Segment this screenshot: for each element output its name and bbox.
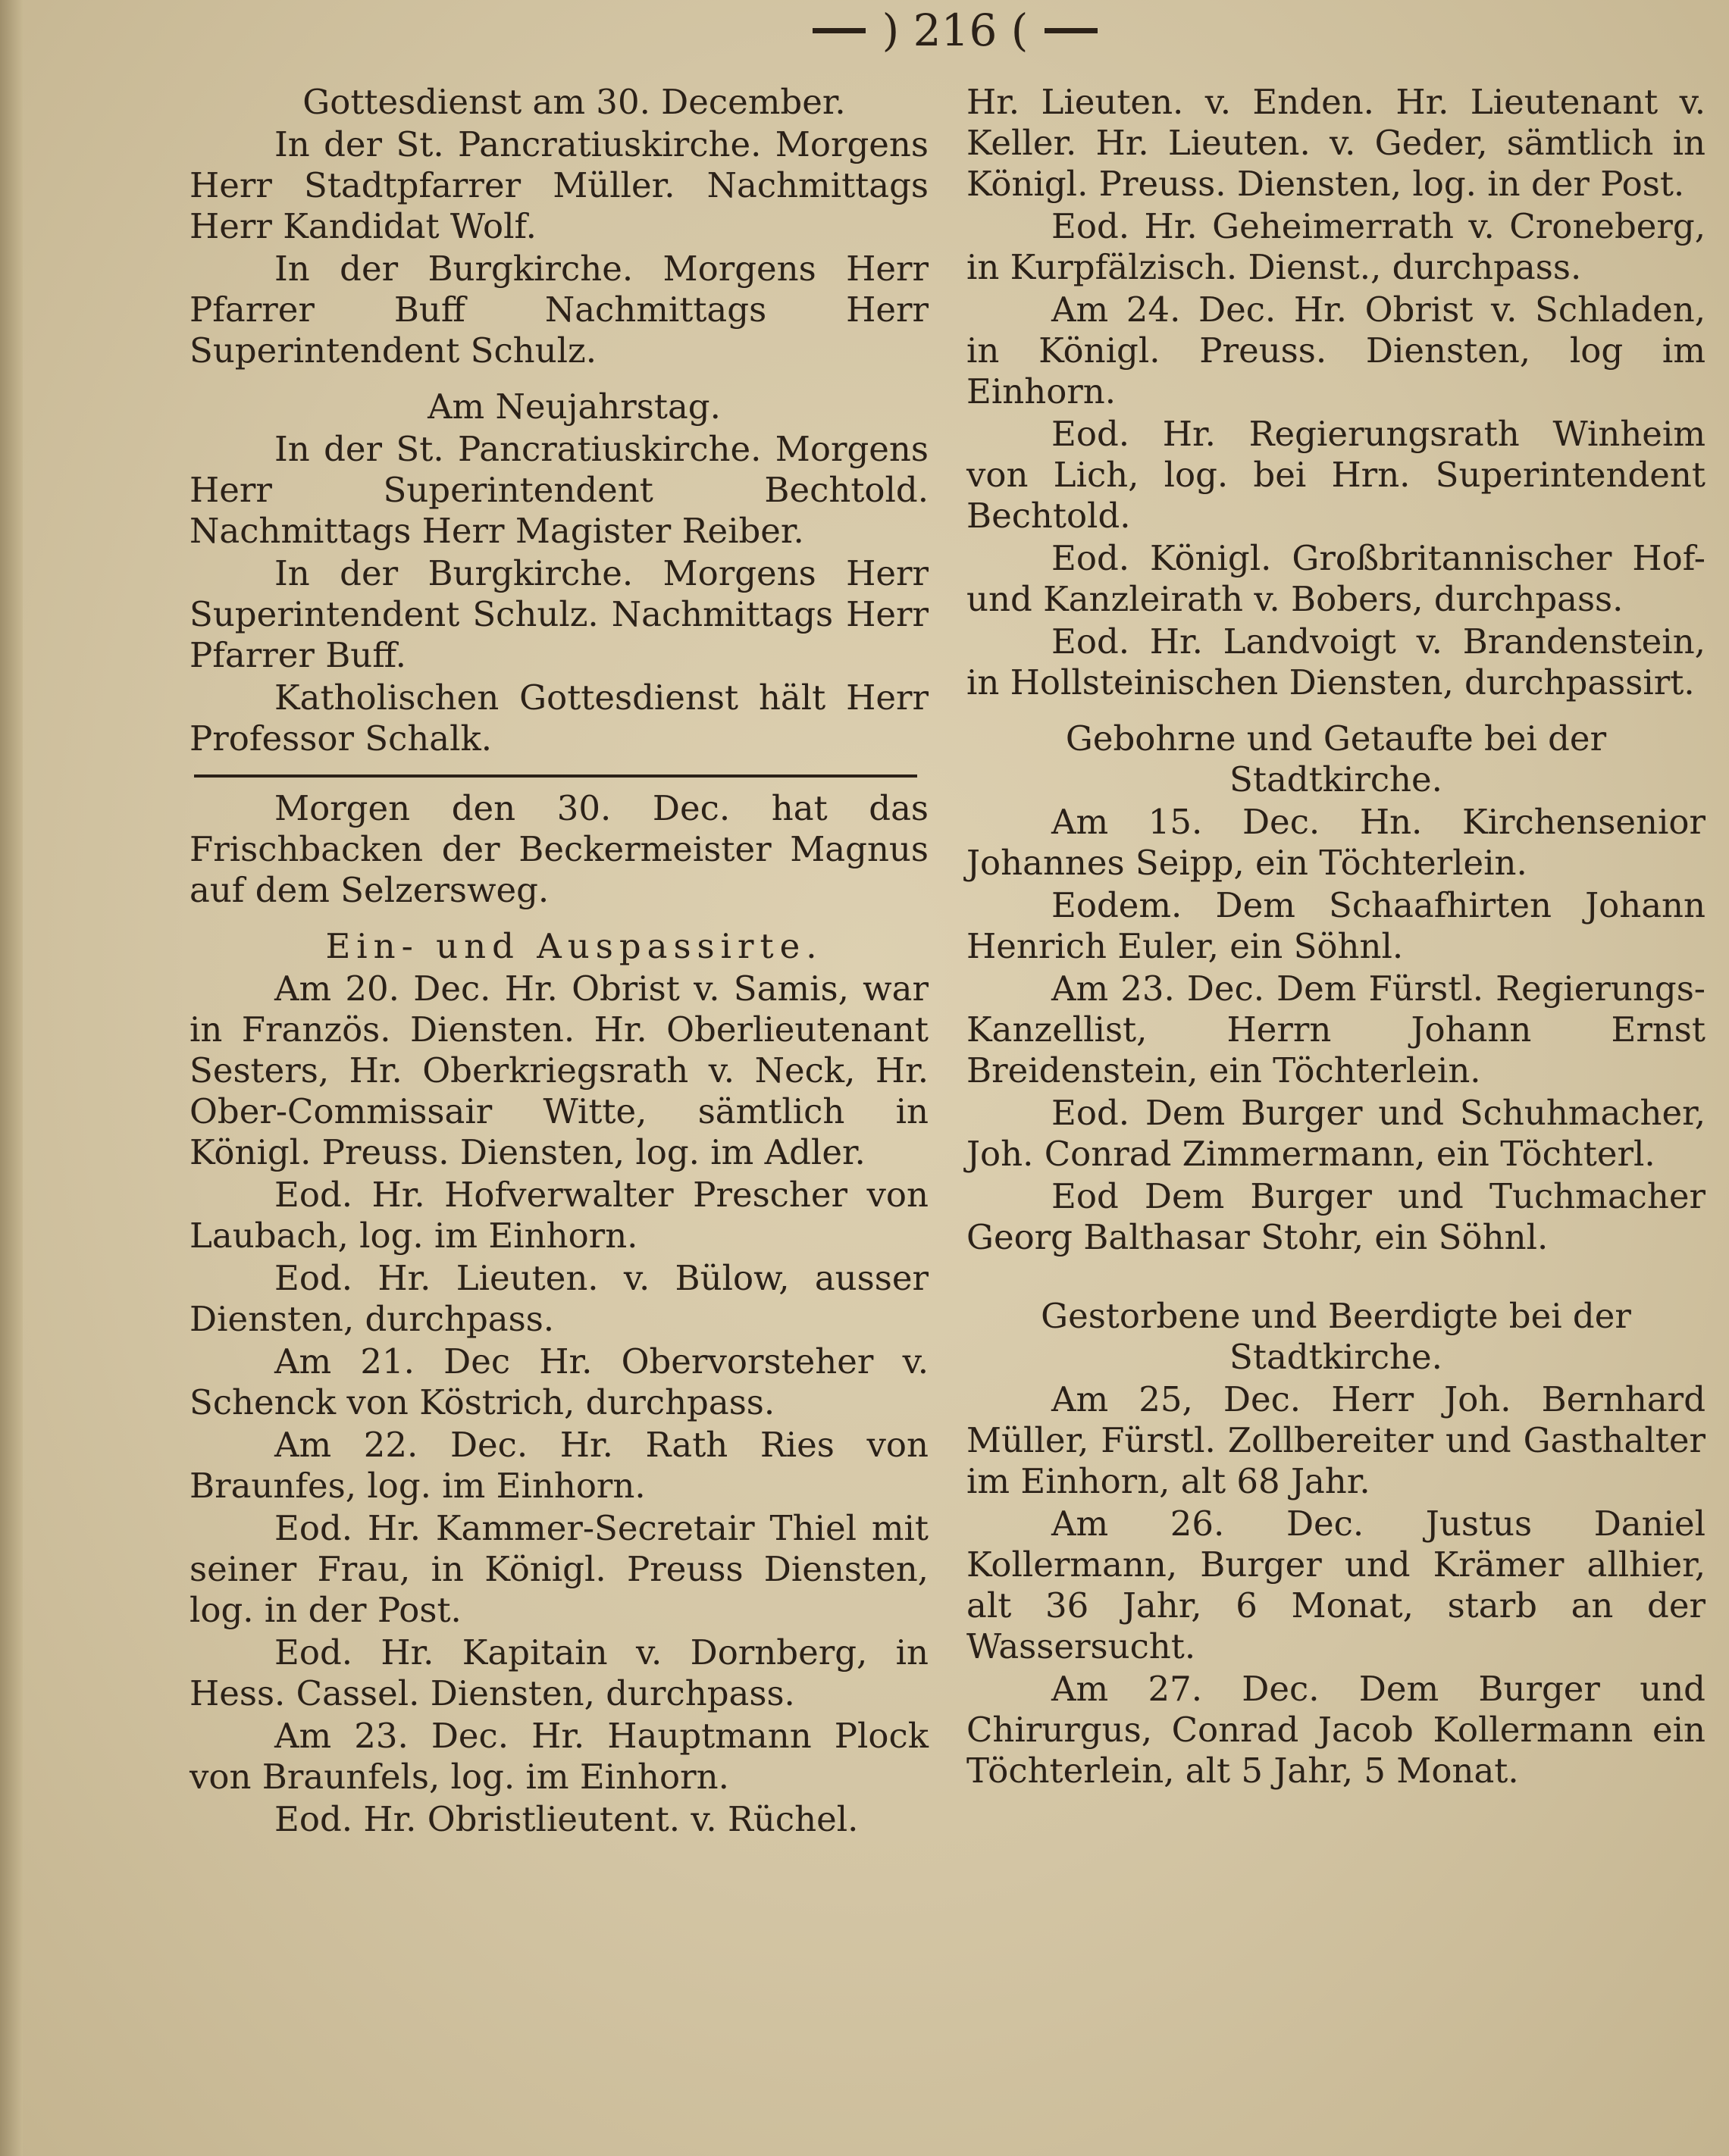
services-heading: Gottesdienst am 30. December. (302, 82, 846, 122)
arrival-entry: Eod. Hr. Landvoigt v. Brandenstein, in Hollsteinischen Diensten, durchpassirt. (966, 621, 1706, 702)
catholic-service: Katholischen Gottesdienst hält Herr Professor Schalk. (190, 677, 929, 759)
service-burgkirche-newyear: In der Burgkirche. Morgens Herr Superintendent Schulz. Nachmittags Herr Pfarrer Buff. (190, 553, 929, 675)
arrival-entry: Am 21. Dec Hr. Obervorsteher v. Schenck von Köstrich, durchpass. (190, 1341, 929, 1422)
arrival-entry: Eod. Hr. Lieuten. v. Bülow, ausser Diensten, durchpass. (190, 1258, 929, 1339)
page-header (758, 0, 1152, 61)
arrival-entry: Eod. Hr. Kapitain v. Dornberg, in Hess. Cassel. Diensten, durchpass. (190, 1632, 929, 1713)
deaths-heading: Gestorbene und Beerdigte bei der Stadtkirche. (1041, 1296, 1631, 1377)
death-entry: Am 26. Dec. Justus Daniel Kollermann, Burger und Krämer allhier, alt 36 Jahr, 6 Monat, starb an der Wassersucht. (966, 1504, 1706, 1666)
arrival-entry: Eod. Hr. Hofverwalter Prescher von Laubach, log. im Einhorn. (190, 1175, 929, 1256)
death-entry: Am 25, Dec. Herr Joh. Bernhard Müller, Fürstl. Zollbereiter und Gasthalter im Einhorn, alt 68 Jahr. (966, 1379, 1706, 1501)
arrivals-heading: Ein- und Auspassirte. (325, 926, 823, 966)
arrival-entry: Am 22. Dec. Hr. Rath Ries von Braunfes, log. im Einhorn. (190, 1425, 929, 1506)
binding-shadow (0, 0, 23, 2156)
arrival-entry-continued: Hr. Lieuten. v. Enden. Hr. Lieutenant v. Keller. Hr. Lieuten. v. Geder, sämtlich in Königl. Preuss. Diensten, log. in der Post. (966, 82, 1706, 204)
death-entry: Am 27. Dec. Dem Burger und Chirurgus, Conrad Jacob Kollermann ein Töchterlein, alt 5 Jahr, 5 Monat. (966, 1669, 1706, 1791)
arrival-entry: Am 24. Dec. Hr. Obrist v. Schladen, in Königl. Preuss. Diensten, log im Einhorn. (966, 289, 1706, 411)
births-heading: Gebohrne und Getaufte bei der Stadtkirche. (1065, 718, 1607, 800)
section-divider (194, 774, 917, 778)
header-dash-right (1045, 28, 1098, 33)
arrival-entry: Eod. Königl. Großbritannischer Hof- und Kanzleirath v. Bobers, durchpass. (966, 538, 1706, 619)
birth-entry: Am 23. Dec. Dem Fürstl. Regierungs-Kanzellist, Herrn Johann Ernst Breidenstein, ein Töchterlein. (966, 968, 1706, 1091)
service-pancratius-newyear: In der St. Pancratiuskirche. Morgens Herr Superintendent Bechtold. Nachmittags Herr Magister Reiber. (190, 429, 929, 551)
arrival-entry: Eod. Hr. Regierungsrath Winheim von Lich, log. bei Hrn. Superintendent Bechtold. (966, 414, 1706, 536)
birth-entry: Am 15. Dec. Hn. Kirchensenior Johannes Seipp, ein Töchterlein. (966, 802, 1706, 883)
arrival-entry: Eod. Hr. Geheimerrath v. Croneberg, in Kurpfälzisch. Dienst., durchpass. (966, 206, 1706, 287)
header-dash-left (813, 28, 866, 33)
page-number: ) 216 ( (882, 5, 1029, 56)
birth-entry: Eod Dem Burger und Tuchmacher Georg Balthasar Stohr, ein Söhnl. (966, 1176, 1706, 1257)
birth-entry: Eodem. Dem Schaafhirten Johann Henrich Euler, ein Söhnl. (966, 885, 1706, 966)
service-burgkirche-30: In der Burgkirche. Morgens Herr Pfarrer Buff Nachmittags Herr Superintendent Schulz. (190, 249, 929, 371)
service-pancratius-30: In der St. Pancratiuskirche. Morgens Herr Stadtpfarrer Müller. Nachmittags Herr Kandidat Wolf. (190, 124, 929, 246)
birth-entry: Eod. Dem Burger und Schuhmacher, Joh. Conrad Zimmermann, ein Töchterl. (966, 1093, 1706, 1174)
arrival-entry: Am 20. Dec. Hr. Obrist v. Samis, war in Französ. Diensten. Hr. Oberlieutenant Sesters, Hr. Oberkriegsrath v. Neck, Hr. Ober-Commissair Witte, sämtlich in Königl. Preuss. Diensten, log. im Adler. (190, 968, 929, 1172)
arrival-entry: Am 23. Dec. Hr. Hauptmann Plock von Braunfels, log. im Einhorn. (190, 1716, 929, 1797)
baker-notice: Morgen den 30. Dec. hat das Frischbacken der Beckermeister Magnus auf dem Selzersweg. (190, 788, 929, 910)
newyear-heading: Am Neujahrstag. (428, 386, 721, 427)
left-column (190, 82, 929, 1840)
arrival-entry: Eod. Hr. Kammer-Secretair Thiel mit seiner Frau, in Königl. Preuss Diensten, log. in der Post. (190, 1508, 929, 1630)
right-column (966, 82, 1706, 1791)
arrival-entry: Eod. Hr. Obristlieutent. v. Rüchel. (274, 1799, 859, 1839)
